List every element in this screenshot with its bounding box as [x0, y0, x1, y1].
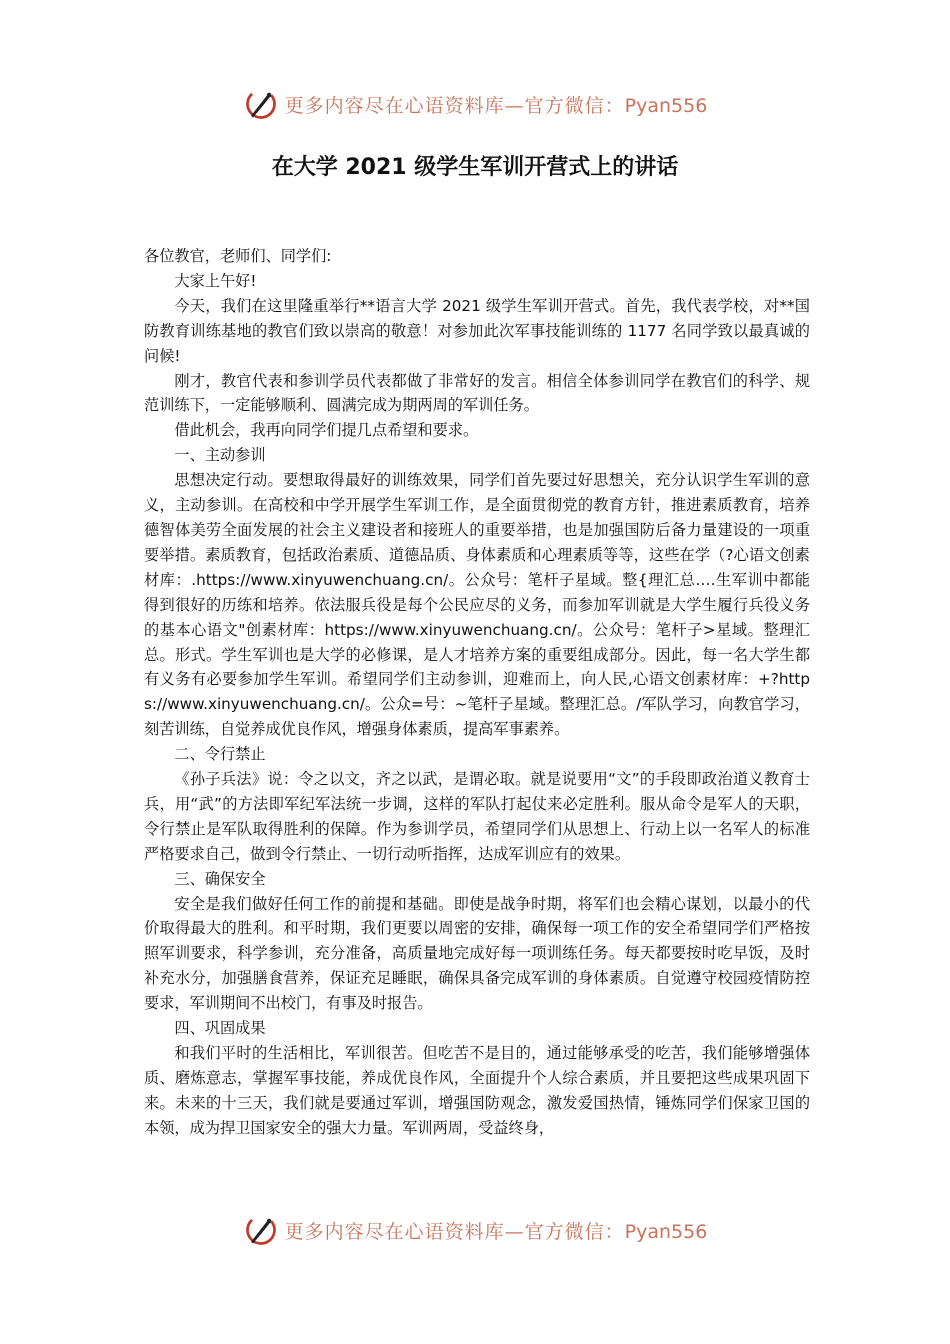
body-paragraph: 今天，我们在这里隆重举行**语言大学 2021 级学生军训开营式。首先，我代表学校，对**国防教育训练基地的教官们致以崇高的敬意！对参加此次军事技能训练的 1177 名同学致以最真诚的问候! — [144, 296, 810, 365]
banner-wechat-handle: Pyan556 — [624, 94, 708, 117]
document-title: 在大学 2021 级学生军训开营式上的讲话 — [271, 155, 679, 180]
body-paragraph: 借此机会，我再向同学们提几点希望和要求。 — [174, 421, 479, 440]
body-paragraph: 刚才，教官代表和参训学员代表都做了非常好的发言。相信全体参训同学在教官们的科学、规范训练下，一定能够顺利、圆满完成为期两周的军训任务。 — [144, 371, 810, 415]
section-heading: 三、确保安全 — [174, 869, 266, 888]
greeting: 大家上午好! — [174, 271, 257, 290]
document-body — [144, 244, 810, 1141]
body-paragraph: 安全是我们做好任何工作的前提和基础。即使是战争时期，将军们也会精心谋划，以最小的代价取得最大的胜利。和平时期，我们更要以周密的安排，确保每一项工作的安全希望同学们严格按照军训要求，科学参训，充分准备，高质量地完成好每一项训练任务。每天都要按时吃早饭，及时补充水分，加强膳食营养，保证充足睡眠，确保具备完成军训的身体素质。自觉遵守校园疫情防控要求，军训期间不出校门，有事及时报告。 — [144, 894, 810, 1013]
calligraphy-brush-logo-icon — [243, 86, 279, 122]
body-paragraph: 《孙子兵法》说：令之以文，齐之以武，是谓必取。就是说要用“文”的手段即政治道义教育士兵，用“武”的方法即军纪军法统一步调，这样的军队打起仗来必定胜利。服从命令是军人的天职，令行禁止是军队取得胜利的保障。作为参训学员，希望同学们从思想上、行动上以一名军人的标准严格要求自己，做到令行禁止、一切行动听指挥，达成军训应有的效果。 — [144, 770, 810, 863]
section-heading: 四、巩固成果 — [174, 1019, 266, 1038]
salutation: 各位教官，老师们、同学们: — [144, 247, 332, 265]
banner-text — [285, 1217, 708, 1244]
body-paragraph: 思想决定行动。要想取得最好的训练效果，同学们首先要过好思想关，充分认识学生军训的意义，主动参训。在高校和中学开展学生军训工作，是全面贯彻党的教育方针，推进素质教育，培养德智体美劳全面发展的社会主义建设者和接班人的重要举措，也是加强国防后备力量建设的一项重要举措。素质教育，包括政治素质、道德品质、身体素质和心理素质等等，这些在学（?心语文创素材库：.https://www.xinyuwenchuang.cn/。公众号：笔杆子星域。整{理汇总….生军训中都能得到很好的历练和培养。依法服兵役是每个公民应尽的义务，而参加军训就是大学生履行兵役义务的基本心语文"创素材库：https://www.xinyuwenchuang.cn/。公众号：笔杆子>星域。整理汇总。形式。学生军训也是大学的必修课，是人才培养方案的重要组成部分。因此，每一名大学生都有义务有必要参加学生军训。希望同学们主动参训，迎难而上，向人民,心语文创素材库：+?https://www.xinyuwenchuang.cn/。公众=号：~笔杆子星域。整理汇总。/军队学习，向教官学习，刻苦训练，自觉养成优良作风，增强身体素质，提高军事素养。 — [144, 471, 810, 739]
banner-wechat-handle: Pyan556 — [624, 1220, 708, 1243]
banner-slogan: 更多内容尽在心语资料库—官方微信： — [284, 1220, 625, 1243]
banner-slogan: 更多内容尽在心语资料库—官方微信： — [284, 94, 625, 117]
body-paragraph: 和我们平时的生活相比，军训很苦。但吃苦不是目的，通过能够承受的吃苦，我们能够增强体质、磨炼意志，掌握军事技能，养成优良作风，全面提升个人综合素质，并且要把这些成果巩固下来。未来的十三天，我们就是要通过军训，增强国防观念，激发爱国热情，锤炼同学们保家卫国的本领，成为捍卫国家安全的强大力量。军训两周，受益终身， — [144, 1044, 810, 1137]
header-banner — [0, 84, 950, 124]
footer-banner — [0, 1210, 950, 1250]
section-heading: 二、令行禁止 — [174, 745, 266, 764]
section-heading: 一、主动参训 — [174, 446, 266, 465]
banner-text — [285, 91, 708, 118]
calligraphy-brush-logo-icon — [243, 1212, 279, 1248]
